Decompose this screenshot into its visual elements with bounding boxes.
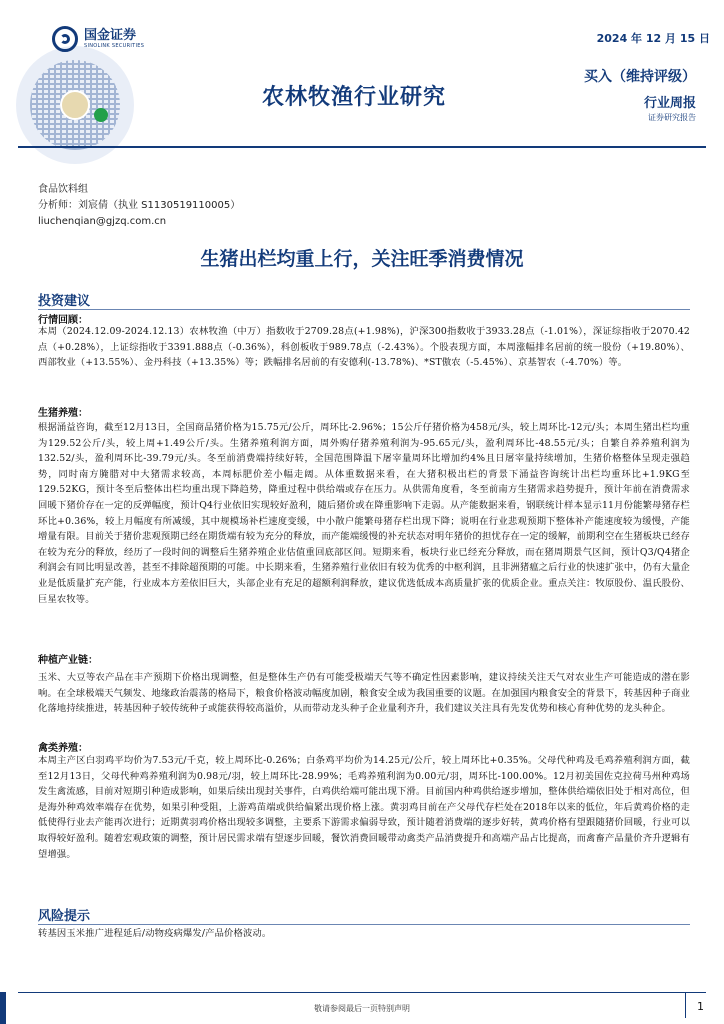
subhead-review: 行情回顾： xyxy=(38,315,88,326)
subhead-plant: 种植产业链： xyxy=(38,655,98,666)
logo-icon xyxy=(52,26,78,52)
wechat-icon xyxy=(94,108,108,122)
section-divider xyxy=(38,309,690,310)
paragraph-risk: 转基因玉米推广进程延后/动物疫病爆发/产品价格波动。 xyxy=(38,928,272,939)
paragraph-plant: 玉米、大豆等农产品在丰产预期下价格出现调整，但是整体生产仍有可能受极端天气等不确定性因素影响，建议持续关注天气对农业生产可能造成的潜在影响。在全球极端天气频发、地缘政治震荡的格局下，粮食价格波动幅度加剧，粮食安全成为我国重要的议题。在加强国内粮食安全的背景下，转基因种子商业化落地持续推进，转基因种子较传统种子或能获得较高溢价，从而带动龙头种子企业量利齐升，我们建议关注具有先发优势和核心育种优势的龙头种企。 xyxy=(38,672,690,715)
footer-divider xyxy=(18,992,706,993)
section-divider xyxy=(38,924,690,925)
footer-disclaimer: 敬请参阅最后一页特别声明 xyxy=(314,1004,410,1013)
report-date: 2024 年 12 月 15 日 xyxy=(596,32,710,45)
analyst-block xyxy=(38,182,240,230)
analyst-name: 分析师：刘宸倩（执业 S1130519110005） xyxy=(38,200,241,211)
analyst-sector: 食品饮料组 xyxy=(38,184,88,195)
logo-en: SINOLINK SECURITIES xyxy=(84,42,145,49)
industry-title: 农林牧渔行业研究 xyxy=(262,85,447,110)
report-title: 生猪出栏均重上行，关注旺季消费情况 xyxy=(200,248,524,270)
header-divider xyxy=(18,146,706,148)
logo-cn: 国金证券 xyxy=(84,27,137,43)
rating: 买入（维持评级） xyxy=(584,69,696,85)
page-number: 1 xyxy=(697,1000,704,1013)
qr-center-logo xyxy=(60,90,90,120)
company-logo xyxy=(52,24,144,54)
report-subtitle: 证券研究报告 xyxy=(648,113,696,122)
paragraph-poultry: 本周主产区白羽鸡平均价为7.53元/千克，较上周环比-0.26%；白条鸡平均价为14.25元/公斤，较上周环比+0.35%。父母代种鸡及毛鸡养殖利润方面，截至12月13日，父母代种鸡养殖利润为0.98元/羽，较上周环比-28.99%；毛鸡养殖利润为0.00元/羽，周环比-100.00%。12月初美国佐克拉荷马州种鸡场发生禽流感，目前对短期引种造成影响，如果后续出现封关事件，白鸡供给端可能出现下滑。目前国内种鸡供给逐步增加，整体供给端依旧处于相对高位，但是海外种鸡效率端存在优势，如果引种受阻，上游鸡苗端或供给偏紧出现价格上涨。黄羽鸡目前在产父母代存栏处在2018年以来的低位，年后黄鸡价格的走低使得行业去产能再次进行；近期黄羽鸡价格出现较多调整，主要系下游需求偏弱导致，预计随着消费端的逐步好转，黄鸡价格有望跟随猪价回暖，行业可以取得较好盈利。随着宏观政策的调整，预计居民需求端有望逐步回暖，餐饮消费回暖带动禽类产品消费提升和高端产品占比提高，而禽畜产品量价齐升逻辑有望增强。 xyxy=(38,755,690,860)
analyst-email[interactable]: liuchenqian@gjzq.com.cn xyxy=(38,216,167,227)
section-risk-heading: 风险提示 xyxy=(38,909,91,924)
paragraph-review: 本周（2024.12.09-2024.12.13）农林牧渔（中万）指数收于2709.28点(+1.98%)，沪深300指数收于3933.28点（-1.01%），深证综指收于2070.42点（+0.28%），上证综指收于3391.888点（-0.36%），科创板收于989.78点（-2.43%）。个股表现方面，本周涨幅排名居前的统一股份（+19.80%）、西部牧业（+13.55%）、金丹科技（+13.35%）等；跌幅排名居前的有安德利(-13.78%)、*ST傲农（-5.45%）、京基智农（-4.70%）等。 xyxy=(38,326,691,369)
paragraph-hog: 根据涌益咨询，截至12月13日，全国商品猪价格为15.75元/公斤，周环比-2.96%；15公斤仔猪价格为458元/头，较上周环比-12元/头；本周生猪出栏均重为129.52公斤/头，较上周+1.49公斤/头。生猪养殖利润方面，周外购仔猪养殖利润为-95.65元/头，盈利周环比-48.55元/头；自繁自养养殖利润为132.52/头，盈利周环比-39.79元/头。冬至前消费端持续好转，全国范围降温下屠宰量周环比增加约4%且日屠宰量持续增加，生猪价格整体呈现走强趋势，同时南方腌腊对中大猪需求较高，本周标肥价差小幅走阔。从体重数据来看，在大猪积极出栏的背景下涌益咨询统计出栏均重环比+1.9KG至129.52KG，预计冬至后整体出栏均重出现下降趋势，降重过程中供给端或存在压力。从供需角度看，冬至前南方生猪需求趋势提升，预计年前在消费需求回暖下猪价存在一定的反弹幅度，预计Q4行业依旧实现较好盈利，随后猪价或在降重影响下走弱。从产能数据来看，钢联统计样本显示11月份能繁母猪存栏环比+0.36%，较上月幅度有所减缓，其中规模场补栏速度变缓，中小散户能繁母猪存栏出现下降；说明在行业悲观预期下整体补产能速度较为缓慢，产能增量有限。目前关于猪价悲观预期已经在期货端有较为充分的释放，而产能端缓慢的补充状态对明年猪价的担忧存在一定的缓解，前期利空在生猪板块已经存在较为充分的释放，经历了一段时间的调整后生猪养殖企业估值重回底部区间。短期来看，板块行业已经充分释放，而在猪周期景气区间，预计Q3/Q4猪企利润会有同比明显改善，甚至不排除超预期的可能。中长期来看，生猪养殖行业依旧有较为优秀的中枢利润，且非洲猪瘟之后行业的快速扩张中，仍有大量企业是低质量扩充产能，行业成本方差依旧巨大，头部企业有充足的超额利润释放，建议优选低成本高质量扩张的优质企业。重点关注：牧原股份、温氏股份、巨星农牧等。 xyxy=(38,422,690,605)
report-type: 行业周报 xyxy=(643,96,696,111)
subhead-poultry: 禽类养殖： xyxy=(38,743,88,754)
section-invest-heading: 投资建议 xyxy=(38,294,91,309)
subhead-hog: 生猪养殖： xyxy=(38,408,88,419)
